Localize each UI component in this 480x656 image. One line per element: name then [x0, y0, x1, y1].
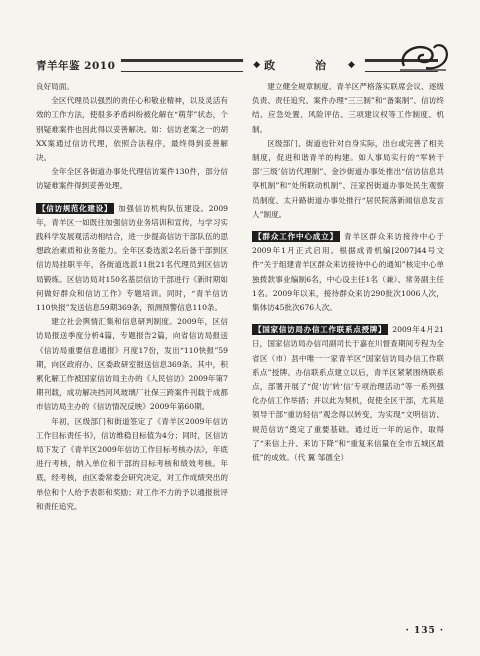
section-paragraph [252, 323, 444, 465]
section-title: 政 治 [264, 59, 344, 72]
spacer [252, 222, 444, 230]
swirl-logo-icon [396, 40, 452, 74]
section-paragraph [36, 202, 228, 316]
diamond-icon: ◆ [347, 60, 355, 70]
paragraph: 建立健全规章制度。青羊区严格落实联席会议、逐级负责、责任追究、案件办理“三三制”和“备案制”、信访终结、应急处置、风险评估、三项建议权等工作制度、机制。 [252, 82, 444, 134]
left-column [36, 80, 228, 620]
section-paragraph [252, 230, 444, 315]
paragraph: 区级部门、街道也针对自身实际，出台或完善了相关制度，促进和谐青羊的构建。如人事局实行的“军转干部‘三级’信访代理制”、金沙街道办事处推出“信访信息共享机制”和“处所联动机制”、汪家拐街道办事处民生观察员制度、太升路街道办事处推行“居民院落新闻信息发言人”制度。 [252, 138, 444, 219]
paragraph: 良好局面。 [36, 82, 74, 91]
paragraph: 建立社会舆情汇集和信息研判制度。2009年，区信访局报送季度分析4篇，专题报告2篇，向省信访局报送《信访局重要信息通报》月度17份，发出“110快报”59期，向区政府办、区委政研室报送信息369条。其中，积累化解工作被国家信访局主办的《人民信访》2009年第7期刊载，成功解决挡河风玻璃厂社保三跨案件刊载于成都市信访局主办的《信访情况反映》2009年第60期。 [36, 317, 228, 412]
page-number: · 135 · [405, 626, 444, 636]
section-heading: 【群众工作中心成立】 [254, 232, 339, 242]
paragraph-text: 加强信访机构队伍建设。2009年，青羊区一如既往加强信访业务培训和宣传，与学习实践科学发展观活动相结合，进一步提高信访干部队伍的思想政治素质和业务能力。全年区委选派2名后备干部到区信访局挂职半年，各街道选派11批21名代理员到区信访局锻炼。区信访局对150名基层信访干部进行《新时期如何做好群众和信访工作》专题培训。同时，“青羊信访110快报”发送信息59期369条，预测预警信息110条。 [36, 203, 228, 313]
book-title: 青羊年鉴 2010 [36, 59, 116, 72]
paragraph: 年初，区级部门和街道签定了《青羊区2009年信访工作目标责任书》，信访维稳目标值为4分；同时，区信访局下发了《青羊区2009年信访工作目标考核办法》，年底进行考核，纳入单位和干部的目标考核和绩效考核。年底，经考核，由区委常委会研究决定，对工作成绩突出的单位和个人给予表彰和奖励；对工作不力的予以通报批评和责任追究。 [36, 416, 228, 511]
spacer [36, 194, 228, 202]
paragraph: 全区代理员以强烈的责任心和敬业精神，以及灵活有效的工作方法，使很多矛盾纠纷被化解在“萌芽”状态，个别疑难案件也因此得以妥善解决。如：信访老案之一的胡XX案通过信访代理，依照合法程序，最终得到妥善解决。 [36, 96, 228, 163]
diamond-icon: ◆ [253, 60, 261, 70]
paragraph-text: 青羊区群众来访接待中心于2009年1月正式启用。根据成青机编[2007]44号文件“关于组建青羊区群众来访接待中心的通知”核定中心单独拨款事业编制6名，中心设主任1名（兼）、常务副主任1名。2009年以来，接待群众来访290批次1006人次，集体访45批次676人次。 [252, 232, 444, 313]
section-heading: 【国家信访局办信工作联系点授牌】 [254, 325, 387, 335]
spacer [252, 315, 444, 323]
paragraph: 全年全区各街道办事处代理信访案件130件，部分信访疑难案件得到妥善处理。 [36, 167, 228, 191]
section-heading: 【信访规范化建设】 [38, 203, 113, 213]
header-rule-left [121, 59, 243, 72]
running-header [36, 54, 444, 76]
right-column [252, 80, 444, 620]
paragraph-text: 2009年4月21日，国家信访局办信司副司长于嘉在川督查期间专程为全省区（市）县中唯一一家青羊区“国家信访局办信工作联系点”授牌。办信联系点建立以后，青羊区紧紧围绕联系点，部署开展了“促‘访’转‘信’专项治理活动”等一系列强化办信工作举措；并以此为契机，促使全区干部，尤其是领导干部“重访轻信”观念得以转变，为实现“文明信访、规范信访”奠定了重要基础。通过近一年的运作，取得了“来信上升、来访下降”和“重复来信量在全市五城区最低”的成效。（代 翼 邹德全） [252, 325, 444, 463]
